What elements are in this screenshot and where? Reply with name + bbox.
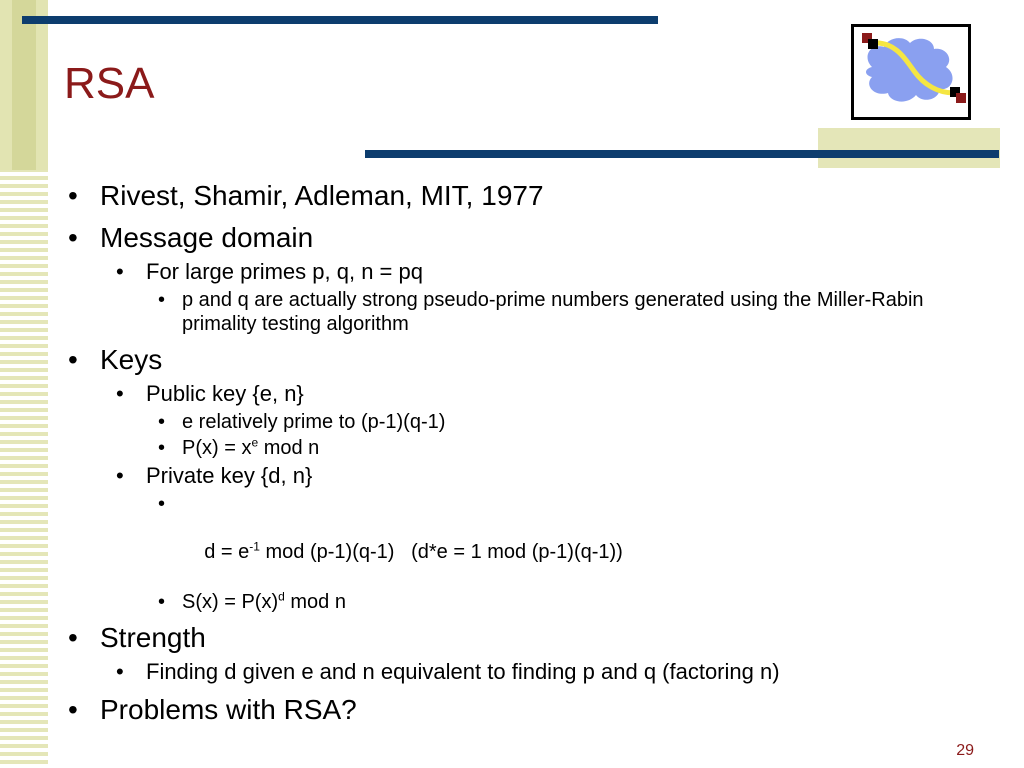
bullet-problems xyxy=(62,692,1002,728)
bullet-marker: • xyxy=(116,381,124,406)
bullet-marker: • xyxy=(68,622,78,653)
sub-bullet-factoring xyxy=(62,658,1002,686)
bullet-text: Finding d given e and n equivalent to finding p and q (factoring n) xyxy=(146,659,780,684)
bullet-text: Strength xyxy=(100,622,206,653)
bullet-marker: • xyxy=(158,289,166,311)
bullet-marker: • xyxy=(68,222,78,253)
network-cloud-icon xyxy=(851,24,971,120)
bullet-text-b: mod n xyxy=(284,591,346,613)
left-stripe-top-block xyxy=(0,0,48,170)
slide-title: RSA xyxy=(64,59,155,108)
sub-bullet-private-key xyxy=(62,462,1002,490)
bullet-text: e relatively prime to (p-1)(q-1) xyxy=(182,411,446,433)
title-underline-rule xyxy=(365,150,999,158)
left-stripe-top-inner xyxy=(12,0,36,170)
bullet-text: For large primes p, q, n = pq xyxy=(146,259,423,284)
bullet-marker: • xyxy=(116,659,124,684)
bullet-text: Message domain xyxy=(100,222,314,253)
sub-bullet-public-key xyxy=(62,380,1002,408)
bullet-list xyxy=(62,172,1002,728)
bullet-text: Problems with RSA? xyxy=(100,694,357,725)
bullet-text: Private key {d, n} xyxy=(146,463,313,488)
sub-sub-bullet-decryption xyxy=(62,590,1002,614)
page-number: 29 xyxy=(956,742,974,759)
bullet-keys xyxy=(62,342,1002,378)
bullet-text: Rivest, Shamir, Adleman, MIT, 1977 xyxy=(100,180,544,211)
bullet-marker: • xyxy=(116,259,124,284)
superscript: -1 xyxy=(249,539,260,554)
bullet-marker: • xyxy=(68,694,78,725)
bullet-text-a: P(x) = x xyxy=(182,437,252,459)
bullet-text-b: mod n xyxy=(258,437,320,459)
sub-sub-bullet-d-definition xyxy=(62,492,1002,588)
superscript: d xyxy=(278,589,285,604)
bullet-marker: • xyxy=(116,463,124,488)
superscript: e xyxy=(251,435,259,450)
bullet-marker: • xyxy=(158,411,166,433)
bullet-marker: • xyxy=(158,591,166,613)
sub-bullet-large-primes xyxy=(62,258,1002,286)
bullet-text: Keys xyxy=(100,344,163,375)
sub-sub-bullet-encryption xyxy=(62,436,1002,460)
bullet-text-a: S(x) = P(x) xyxy=(182,591,279,613)
bullet-authors xyxy=(62,178,1002,214)
logo-shade-block xyxy=(818,128,1000,168)
bullet-marker: • xyxy=(158,493,166,515)
bullet-text: Public key {e, n} xyxy=(146,381,304,406)
sub-sub-bullet-pseudo-prime xyxy=(62,288,1002,336)
sub-sub-bullet-relatively-prime xyxy=(62,410,1002,434)
bullet-text-b: mod (p-1)(q-1) (d*e = 1 mod (p-1)(q-1)) xyxy=(259,541,623,563)
bullet-marker: • xyxy=(68,180,78,211)
top-rule xyxy=(22,16,658,24)
bullet-marker: • xyxy=(68,344,78,375)
bullet-message-domain xyxy=(62,220,1002,256)
bullet-text: p and q are actually strong pseudo-prime numbers generated using the Miller-Rabin primality testing algorithm xyxy=(182,289,924,335)
bullet-strength xyxy=(62,620,1002,656)
bullet-text-a: d = e xyxy=(204,541,250,563)
bullet-marker: • xyxy=(158,437,166,459)
